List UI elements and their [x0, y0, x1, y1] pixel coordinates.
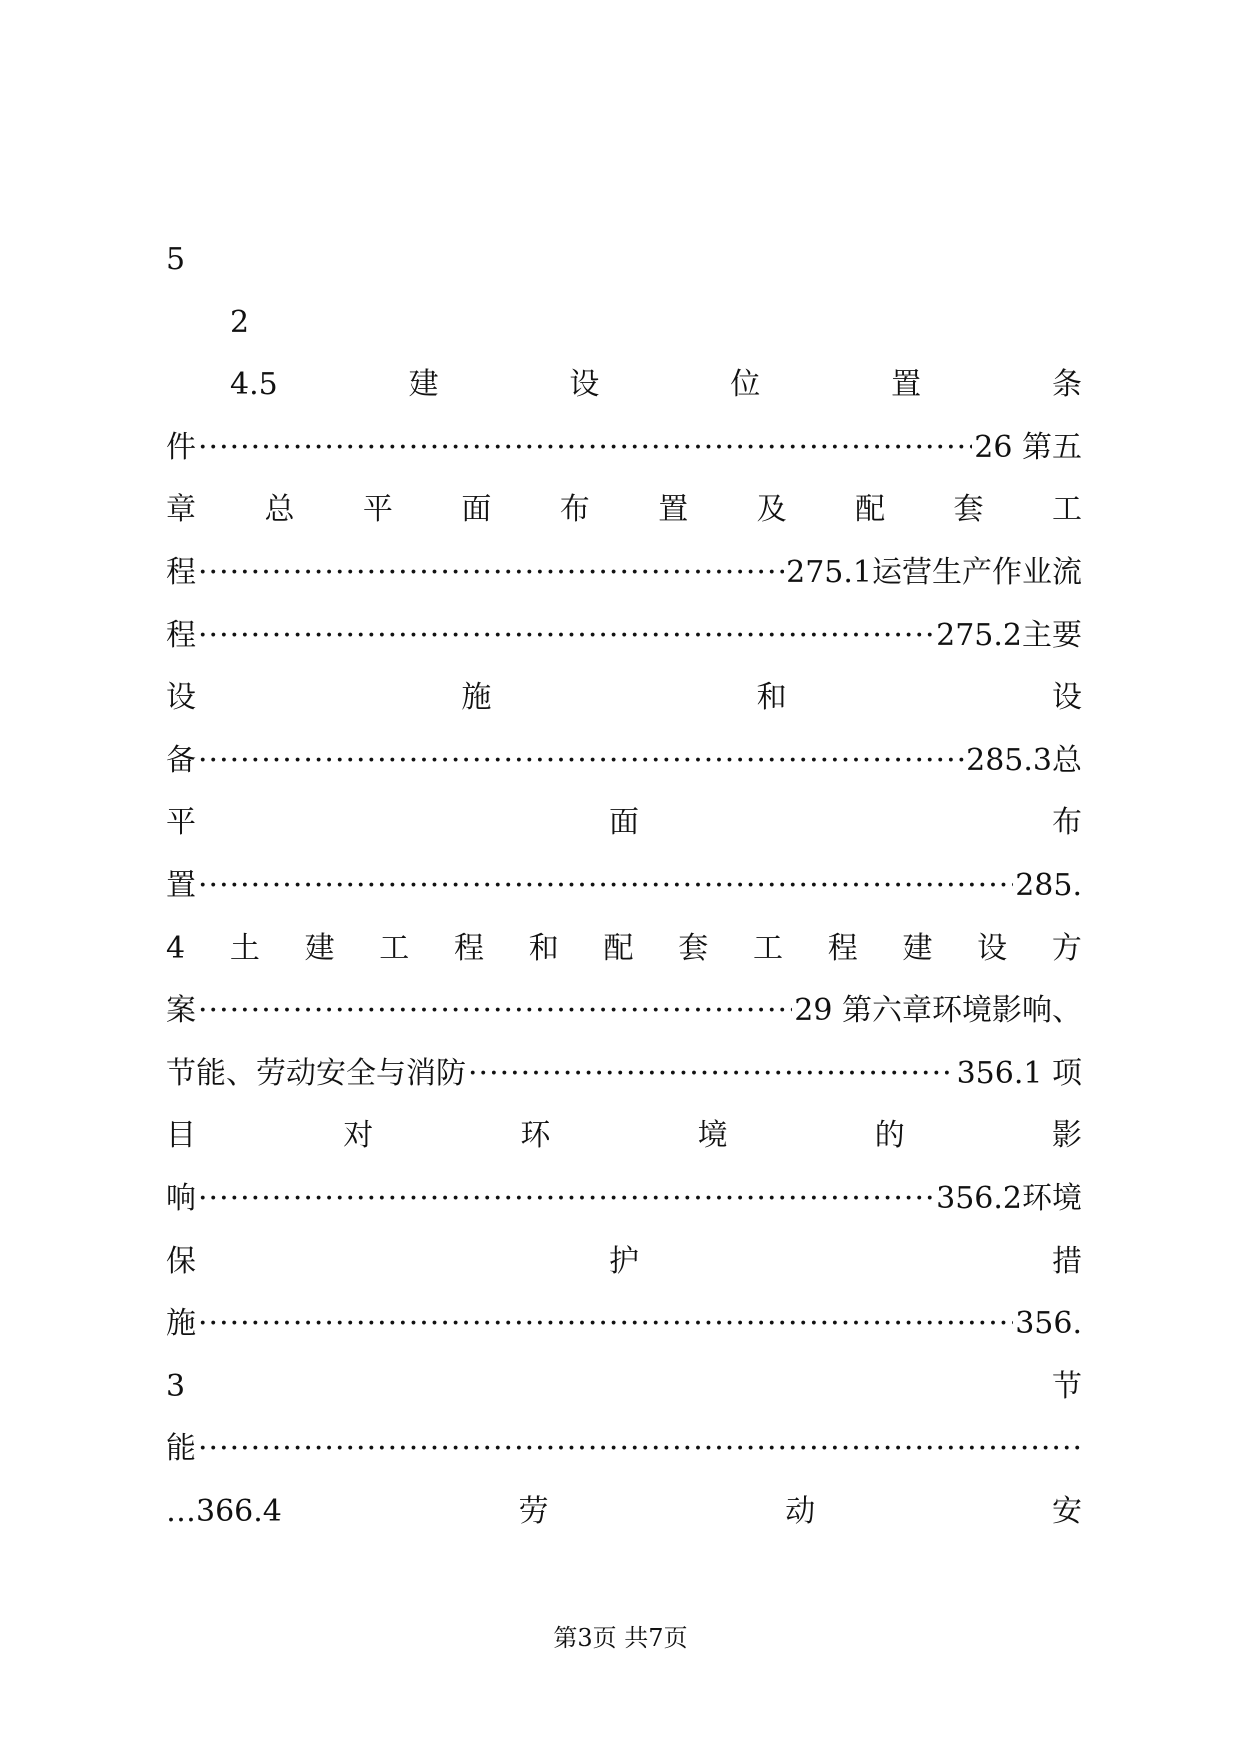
toc-word: 的	[874, 1118, 905, 1154]
toc-word: 护	[609, 1243, 639, 1279]
toc-line	[166, 1429, 1082, 1469]
dot-leader	[198, 1429, 1080, 1469]
toc-word: 建	[304, 930, 335, 966]
toc-word: 动	[785, 1494, 816, 1529]
toc-word: 方	[1051, 930, 1082, 966]
toc-heading: 施	[166, 1306, 196, 1342]
toc-page-ref: 285.3总	[966, 742, 1082, 778]
toc-line	[166, 1116, 1082, 1156]
toc-word: 4.5	[230, 367, 278, 403]
toc-word: 和	[528, 930, 559, 966]
dot-leader	[198, 428, 972, 468]
toc-word: 目	[166, 1118, 196, 1154]
toc-page-ref: 356.1 项	[956, 1055, 1082, 1091]
toc-line	[166, 929, 1082, 969]
toc-line	[166, 303, 1082, 343]
toc-word: 建	[408, 367, 439, 403]
toc-heading: 案	[166, 993, 196, 1029]
page-number-label: 第3页 共7页	[553, 1624, 688, 1652]
toc-word: 对	[343, 1118, 374, 1154]
toc-line	[166, 1492, 1082, 1532]
toc-word: 设	[569, 367, 600, 403]
toc-text: 2	[230, 304, 250, 340]
toc-word: …366.4	[166, 1494, 282, 1529]
dot-leader	[198, 1179, 934, 1219]
toc-word: 环	[520, 1118, 551, 1154]
toc-word: 境	[697, 1118, 728, 1154]
toc-word: 工	[752, 930, 783, 966]
toc-heading: 节能、劳动安全与消防	[166, 1055, 466, 1091]
toc-word: 工	[1051, 492, 1082, 528]
toc-text: 5	[166, 242, 186, 277]
toc-page-ref: 356.2环境	[936, 1181, 1082, 1216]
toc-line	[166, 1054, 1082, 1094]
toc-heading: 程	[166, 555, 196, 590]
toc-word: 劳	[518, 1494, 549, 1529]
toc-word: 施	[461, 680, 492, 716]
toc-word: 布	[559, 492, 590, 528]
dot-leader	[198, 1304, 1013, 1344]
toc-line	[166, 741, 1082, 781]
toc-word: 平	[362, 492, 393, 528]
toc-word: 设	[1051, 680, 1082, 716]
toc-word: 套	[678, 930, 709, 966]
toc-line	[166, 678, 1082, 718]
toc-word: 设	[166, 680, 196, 716]
toc-word: 土	[229, 930, 260, 966]
toc-word: 保	[166, 1243, 196, 1279]
dot-leader	[198, 866, 1013, 906]
toc-line	[166, 1367, 1082, 1407]
toc-word: 面	[609, 805, 639, 841]
dot-leader	[198, 616, 934, 656]
toc-line	[166, 866, 1082, 906]
toc-word: 节	[1052, 1368, 1082, 1404]
toc-line	[166, 991, 1082, 1031]
toc-line	[166, 1304, 1082, 1344]
toc-page-ref: 285.	[1015, 868, 1082, 903]
toc-line	[166, 553, 1082, 593]
toc-word: 工	[379, 930, 410, 966]
dot-leader	[198, 741, 964, 781]
toc-word: 总	[264, 492, 295, 528]
toc-line	[166, 803, 1082, 843]
toc-word: 和	[756, 680, 787, 716]
toc-word: 建	[902, 930, 933, 966]
toc-word: 条	[1051, 367, 1082, 403]
toc-word: 置	[891, 367, 922, 403]
toc-page-ref: 26 第五	[974, 429, 1082, 465]
toc-line	[166, 616, 1082, 656]
toc-word: 配	[603, 930, 634, 966]
toc-line	[166, 1242, 1082, 1282]
toc-heading: 件	[166, 429, 196, 465]
toc-heading: 备	[166, 742, 196, 778]
dot-leader	[198, 991, 792, 1031]
toc-page-ref: 356.	[1015, 1306, 1082, 1342]
toc-page-ref: 275.1运营生产作业流	[786, 555, 1082, 590]
page-footer	[0, 1618, 1241, 1653]
toc-word: 4	[166, 930, 186, 966]
toc-word: 程	[454, 930, 485, 966]
toc-heading: 程	[166, 617, 196, 653]
toc-word: 置	[658, 492, 689, 528]
toc-line	[166, 428, 1082, 468]
toc-word: 位	[730, 367, 761, 403]
dot-leader	[198, 553, 784, 593]
toc-line	[166, 240, 1082, 280]
toc-line	[166, 1179, 1082, 1219]
toc-heading: 能	[166, 1431, 196, 1467]
toc-word: 配	[855, 492, 886, 528]
toc-word: 3	[166, 1368, 186, 1404]
toc-word: 面	[461, 492, 492, 528]
toc-word: 影	[1051, 1118, 1082, 1154]
toc-word: 章	[166, 492, 196, 528]
toc-word: 布	[1052, 805, 1082, 841]
toc-page-ref: 275.2主要	[936, 617, 1082, 653]
toc-word: 及	[756, 492, 787, 528]
toc-line	[166, 490, 1082, 530]
toc-word: 安	[1052, 1494, 1082, 1529]
toc-word: 平	[166, 805, 196, 841]
toc-line	[230, 365, 1082, 405]
toc-heading: 置	[166, 868, 196, 903]
toc-heading: 响	[166, 1181, 196, 1216]
toc-word: 套	[953, 492, 984, 528]
toc-word: 措	[1052, 1243, 1082, 1279]
toc-word: 程	[827, 930, 858, 966]
dot-leader	[468, 1054, 955, 1094]
toc-word: 设	[977, 930, 1008, 966]
toc-page-ref: 29 第六章环境影响、	[794, 993, 1082, 1029]
